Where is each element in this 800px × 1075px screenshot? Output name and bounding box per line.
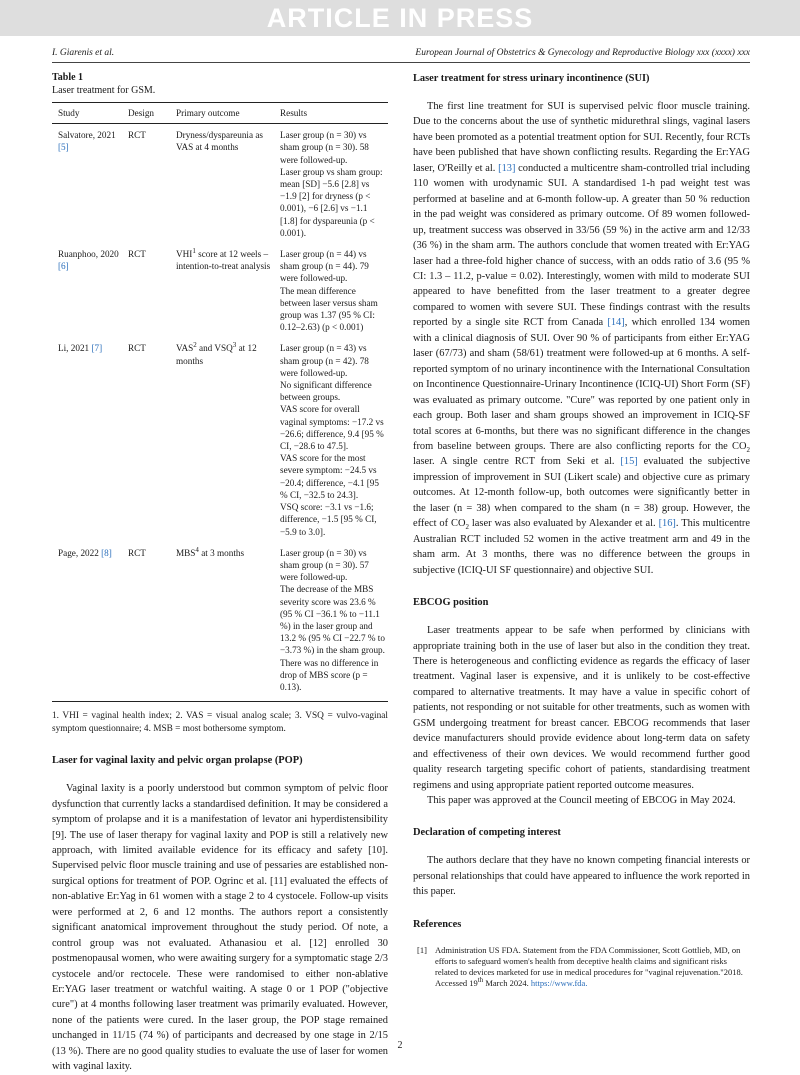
result-line: Laser group (n = 30) vs sham group (n = 30). 57 were followed-up. (280, 547, 369, 583)
superscript: 4 (195, 545, 199, 554)
citation-link[interactable]: [7] (91, 343, 103, 354)
result-line: The decrease of the MBS severity score was 23.6 % (95 % CI −36.1 % to −11.1 %) in the laser group and 13.2 % (95 % CI −22.7 % to −3.73 %) in the sham group. There was no difference in drop of MBS score (p = 0.13). (280, 584, 385, 692)
study-name: Li, 2021 (58, 343, 90, 354)
result-line: Laser group (n = 30) vs sham group (n = 30). 58 were followed-up. (280, 130, 369, 165)
outcome-cell (170, 542, 274, 702)
citation-link[interactable]: [16] (658, 518, 676, 530)
ebcog-section-heading: EBCOG position (413, 597, 489, 609)
citation-link[interactable]: [5] (58, 142, 69, 153)
results-cell (274, 542, 388, 702)
running-header-authors: I. Giarenis et al. (52, 48, 115, 58)
result-line: Laser group (n = 44) vs sham group (n = 44). 79 were followed-up. (280, 249, 369, 284)
study-cell (52, 124, 122, 243)
superscript: th (477, 976, 484, 985)
design-cell: RCT (128, 130, 146, 141)
table-footnote: 1. VHI = vaginal health index; 2. VAS = visual analog scale; 3. VSQ = vulvo-vaginal symptom questionnaire; 4. MSB = most bothersome symptom. (52, 711, 388, 735)
references-heading: References (413, 918, 462, 930)
superscript: 2 (193, 341, 197, 350)
result-line: VAS score for overall vaginal symptoms: −17.2 vs −26.6; difference, 9.4 [95 % CI, −28.6 to 47.5]. (280, 404, 384, 452)
competing-interest-heading: Declaration of competing interest (413, 827, 561, 839)
study-name: Salvatore, 2021 (58, 130, 116, 141)
article-in-press-banner: ARTICLE IN PRESS (0, 0, 800, 36)
sui-text-part: . This multicentre Australian RCT included 52 women in the active treatment arm and 49 in the sham arm. At 3 months, there was no difference between the groups in subjective (ICIQ-UI SF questionnaire) and objective SUI. (413, 518, 750, 576)
outcome-text: VHI (176, 249, 193, 260)
right-column (413, 72, 750, 990)
study-cell (52, 337, 122, 541)
column-header-study: Study (52, 103, 122, 124)
outcome-text: Dryness/dyspareunia as VAS at 4 months (176, 130, 264, 153)
outcome-text: VAS (176, 343, 194, 354)
sui-text-part: evaluated the subjective impression of improvement in SUI (Likert scale) and objective cure as primary outcomes. At 12-month follow-up, both outcomes were significantly better in the laser (n = 38) when compared to the sham (n = 38) group. However, the effect of CO (413, 456, 751, 530)
citation-link[interactable]: [14] (607, 317, 625, 329)
outcome-cell (170, 243, 274, 337)
design-cell: RCT (122, 542, 170, 702)
gsm-table (52, 102, 388, 702)
sui-text-part: The first line treatment for SUI is supervised pelvic floor muscle training. Due to the concerns about the use of synthetic midurethral slings, vaginal lasers have been promoted as a potential treatment option for SUI. Recently, four RCTs have been published that have shown conflicting results. Regarding the Er:YAG laser, O'Reilly et al. (413, 101, 750, 174)
outcome-text: at 3 months (198, 547, 245, 558)
column-header-design: Design (122, 103, 170, 124)
header-divider (52, 62, 750, 63)
sui-text-part: laser. A single centre RCT from Seki et al. (413, 456, 621, 468)
results-cell (274, 243, 388, 337)
sui-text-part: , which enrolled 134 women with a clinical diagnosis of SUI. Over 90 % of participants from either Er:YAG laser (67/73) and sham (58/61) treatment were followed-up at 6 months. A self-reported symptom of no urinary incontinence with the International Consultation on Incontinence Questionnaire-Urinary Incontinence (ICIQ-UI) Short Form (SF) was evaluated as primary outcome. "Cure" was reported by one patient only in each group. Both laser and sham groups showed an improvement in ICIQ-SF total scores at 6-months, but there was no significant difference in the changes from baseline between groups. There are also conflicting reports for the CO (413, 317, 750, 452)
running-header-journal: European Journal of Obstetrics & Gynecology and Reproductive Biology xxx (xxxx) xxx (415, 48, 750, 58)
sui-text-part: conducted a multicentre sham-controlled trial including 110 women with urodynamic SUI. A standardised 1-h pad weight test was performed at baseline and at 6-month follow-up. A greater than 50 % reduction in the pad weight was considered as primary outcome. Of 89 women followed-up, treatment success was observed in 33/56 (59 %) in the active arm and 12/33 (36 %) in the sham arm. The authors conclude that women treated with Er:YAG laser had a three-fold higher chance of success, with an odds ratio of 3.6 (95 % CI: 1.3 – 11.2, p-value = 0.02). Interestingly, women with mild to moderate SUI appeared to have benefitted from the laser treatment to a greater degree compared to women with severe SUI. These findings contrast with the results reported by a single site RCT from Canada (413, 162, 750, 329)
table-row (52, 243, 388, 337)
subscript: 2 (746, 446, 750, 455)
study-cell (52, 542, 122, 702)
citation-link[interactable]: [6] (58, 261, 69, 272)
table-row (52, 124, 388, 243)
table-body (52, 124, 388, 702)
reference-item (413, 945, 750, 990)
sui-text-part: laser was also evaluated by Alexander et al. (468, 518, 659, 530)
table-header-row (52, 103, 388, 124)
column-header-outcome: Primary outcome (170, 103, 274, 124)
reference-text (435, 945, 750, 990)
superscript: 3 (232, 341, 237, 350)
design-cell: RCT (128, 343, 146, 354)
outcome-cell (170, 337, 274, 541)
result-line: No significant difference between groups. (280, 380, 372, 403)
sui-paragraph (413, 99, 750, 578)
results-cell (274, 124, 388, 243)
column-header-results: Results (274, 103, 388, 124)
table-label: Table 1 (52, 72, 84, 83)
result-line: Laser group (n = 43) vs sham group (n = 42). 78 were followed-up. (280, 343, 369, 378)
reference-url-link[interactable]: https://www.fda. (530, 978, 588, 989)
superscript: 1 (192, 246, 196, 255)
outcome-text: MBS (176, 547, 196, 558)
page-number: 2 (397, 1040, 403, 1051)
study-name: Ruanphoo, 2020 (58, 249, 119, 260)
subscript: 2 (465, 523, 469, 532)
competing-interest-paragraph: The authors declare that they have no known competing financial interests or personal relationships that could have appeared to influence the work reported in this paper. (413, 855, 750, 898)
reference-text-part: March 2024. (483, 978, 531, 989)
sui-section-heading: Laser treatment for stress urinary incontinence (SUI) (413, 73, 650, 84)
outcome-text: and VSQ (196, 343, 233, 354)
table-row (52, 542, 388, 702)
reference-number: [1] (417, 944, 427, 955)
ebcog-paragraph-2: This paper was approved at the Council meeting of EBCOG in May 2024. (427, 795, 736, 807)
design-cell: RCT (128, 249, 146, 260)
citation-link[interactable]: [8] (101, 547, 112, 558)
citation-link[interactable]: [15] (620, 456, 638, 468)
results-cell (274, 337, 388, 541)
pop-section-heading: Laser for vaginal laxity and pelvic organ prolapse (POP) (52, 755, 303, 767)
result-line: VAS score for the most severe symptom: −24.5 vs −20.4; difference, −4.1 [95 % CI, −32.5 to 24.3]. (280, 453, 379, 500)
result-line: VSQ score: −3.1 vs −1.6; difference, −1.5 [95 % CI, −5.9 to 3.0]. (280, 502, 377, 537)
result-line: Laser group vs sham group: mean [SD] −5.6 [2.8] vs −1.9 [2] for dryness (p < 0.001), −6 [2.6] vs −1.1 [1.8] for dyspareunia (p < 0.001). (280, 166, 383, 238)
reference-text-part: Administration US FDA. Statement from the FDA Commissioner, Scott Gottlieb, MD, on efforts to safeguard women's health from deceptive health claims and significant risks related to devices marketed for use in medical procedures for "vaginal rejuvenation."2018. Accessed 19 (435, 944, 743, 989)
left-column (52, 72, 388, 1075)
ebcog-paragraph-1: Laser treatments appear to be safe when performed by clinicians with appropriate training both in the use of laser but also in the condition they treat. There is heterogeneous and conflicting evidence as regards the efficacy of laser treatment. Vaginal laser is expensive, and it is unlikely to be cost-effective compared to alternative treatments. It may have a value in specific cohort of patients, not responding or not suitable for other treatments, such as women with GSM undergoing treatment for breast cancer. EBCOG recommends that laser device manufacturers should provide evidence about long-term data on safety and effectiveness of their own devices. We would recommend further good quality research targeting specific cohort of patients, standardising treatment regimens and using appropriate patient reported outcome measures. (413, 625, 750, 791)
study-cell (52, 243, 122, 337)
outcome-cell (170, 124, 274, 243)
citation-link[interactable]: [13] (498, 162, 516, 174)
reference-list (413, 945, 750, 990)
pop-paragraph: Vaginal laxity is a poorly understood but common symptom of pelvic floor dysfunction that currently lacks a standardised definition. It may be considered a symptom of prolapse and it is a manifestation of levator ani hyperdistensibility [9]. The use of laser therapy for vaginal laxity and POP is still a relatively new approach, with limited available evidence for its efficacy and safety [10]. Supervised pelvic floor muscle training and use of pessaries are established non-surgical options for treatment of POP. Ogrinc et al. [11] evaluated the effects of non-ablative Er:Yag in 61 women with a stage 2 to 4 cystocele. Follow-up visits were performed at 2, 6 and 12 months. The authors report a consistently significant anatomical improvement throughout the study period. Of note, a control group was not evaluated. Athanasiou et al. [12] enrolled 30 postmenopausal women, who were awaiting surgery for a symptomatic stage 2/3 cystocele and/or rectocele. These were randomised to either non-ablative Er:YAG laser treatment or watchful waiting. A stage 0 or 1 POP ("objective cure") at 4 months following laser treatment was primarily evaluated. However, none of the patients were cured. In the laser group, the POP stage remained unchanged in 11/15 (74 %) of participants and decreased by one stage in 2/15 (13 %). There are no good quality studies to evaluate the use of laser for women with vaginal laxity. (52, 783, 388, 1073)
study-name: Page, 2022 (58, 547, 99, 558)
result-line: The mean difference between laser versus sham group was 1.37 (95 % CI: 0.12–2.63) (p < 0.001) (280, 285, 378, 333)
outcome-text: score at 12 weels – intention-to-treat analysis (176, 249, 271, 272)
table-row (52, 337, 388, 541)
table-caption: Laser treatment for GSM. (52, 85, 156, 96)
outcome-text: at 12 months (176, 343, 257, 366)
